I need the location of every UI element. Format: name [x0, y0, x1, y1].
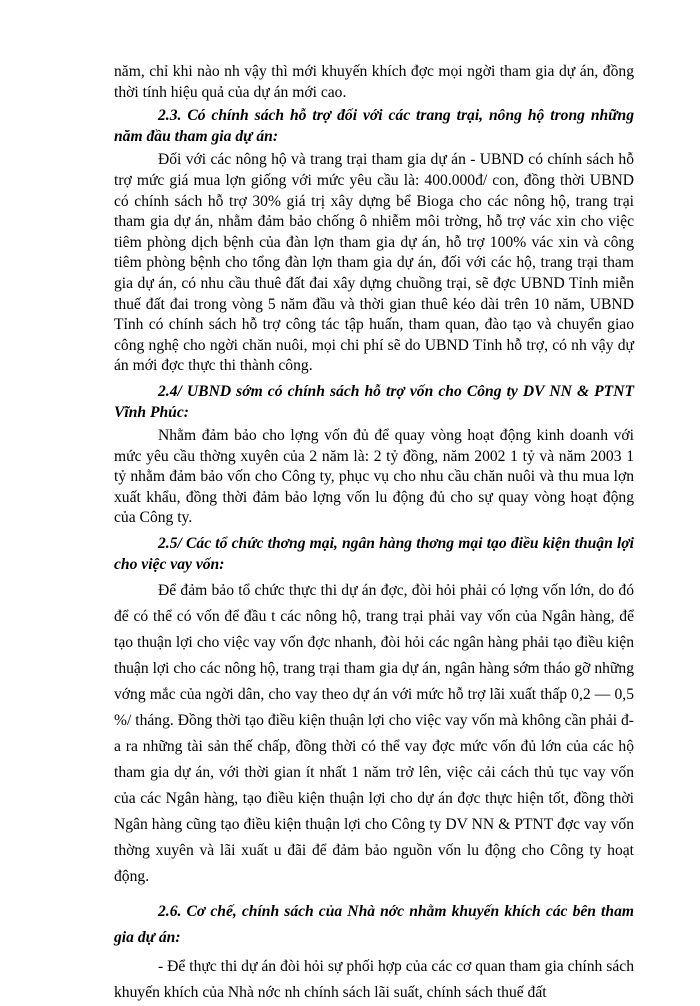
- section-2-4-paragraph: Nhằm đảm bảo cho lợng vốn đủ để quay vòng hoạt động kinh doanh với mức yêu cầu thờng xuyên của 2 năm là: 2 tỷ đồng, năm 2002 1 tỷ và năm 2003 1 tỷ nhằm đảm bảo vốn cho Công ty, phục vụ cho nhu cầu chăn nuôi và thu mua lợn xuất khẩu, đồng thời đảm bảo lợng vốn lu động đủ cho sự quay vòng hoạt động của Công ty.: [114, 427, 634, 527]
- document-page: [114, 62, 634, 1006]
- section-2-6-heading: 2.6. Cơ chế, chính sách của Nhà nớc nhằm khuyến khích các bên tham gia dự án:: [114, 903, 634, 947]
- section-2-3-heading: 2.3. Có chính sách hỗ trợ đối với các trang trại, nông hộ trong những năm đầu tham gia dự án:: [114, 107, 634, 145]
- section-2-4-heading: 2.4/ UBND sớm có chính sách hỗ trợ vốn cho Công ty DV NN & PTNT Vĩnh Phúc:: [114, 382, 634, 421]
- section-2-5-paragraph: Để đảm bảo tổ chức thực thi dự án đợc, đòi hỏi phải có lợng vốn lớn, do đó để có thể có vốn để đầu t các nông hộ, trang trại phải vay vốn của Ngân hàng, để tạo thuận lợi cho việc vay vốn đợc nhanh, đòi hỏi các ngân hàng phải tạo điều kiện thuận lợi cho các nông hộ, trang trại tham gia dự án, ngân hàng sớm tháo gỡ những vớng mắc của ngời dân, cho vay theo dự án với mức hỗ trợ lãi xuất thấp 0,2 — 0,5 %/ tháng. Đồng thời tạo điều kiện thuận lợi cho việc vay vốn mà không cần phải đa ra những tài sản thế chấp, đồng thời có thể vay đợc mức vốn đủ lớn của các hộ tham gia dự án, với thời gian ít nhất 1 năm trở lên, việc cải cách thủ tục vay vốn của các Ngân hàng, tạo điều kiện thuận lợi cho dự án đợc thực hiện tốt, đồng thời Ngân hàng cũng tạo điều kiện thuận lợi cho Công ty DV NN & PTNT đợc vay vốn thờng xuyên và lãi xuất u đãi để đảm bảo nguồn vốn lu động cho Công ty hoạt động.: [114, 582, 634, 886]
- intro-paragraph: năm, chỉ khi nào nh vậy thì mới khuyến khích đợc mọi ngời tham gia dự án, đồng thời tính hiệu quả của dự án mới cao.: [114, 63, 634, 101]
- section-2-3-paragraph: Đối với các nông hộ và trang trại tham gia dự án - UBND có chính sách hỗ trợ mức giá mua lợn giống với mức yêu cầu là: 400.000đ/ con, đồng thời UBND có chính sách hỗ trợ 30% giá trị xây dựng bể Bioga cho các nông hộ, trang trại tham gia dự án, nhằm đảm bảo chống ô nhiễm môi trờng, hỗ trợ vác xin cho việc tiêm phòng dịch bệnh của đàn lợn tham gia dự án, hỗ trợ 100% vác xin và công tiêm phòng bệnh cho tổng đàn lợn tham gia dự án, đối với các hộ, trang trại tham gia dự án, có nhu cầu thuê đất đai xây dựng chuồng trại, sẽ đợc UBND Tỉnh miễn thuế đất đai trong vòng 5 năm đầu và thời gian thuê kéo dài trên 10 năm, UBND Tỉnh có chính sách hỗ trợ công tác tập huấn, tham quan, đào tạo và chuyển giao công nghệ cho ngời chăn nuôi, mọi chi phí sẽ do UBND Tỉnh hỗ trợ, có nh vậy dự án mới đợc thực thi thành công.: [114, 151, 634, 375]
- section-2-5-heading: 2.5/ Các tổ chức thơng mại, ngân hàng thơng mại tạo điều kiện thuận lợi cho việc vay vốn:: [114, 535, 634, 573]
- section-2-6-paragraph: - Để thực thi dự án đòi hỏi sự phối hợp của các cơ quan tham gia chính sách khuyến khích của Nhà nớc nh chính sách lãi suất, chính sách thuế đất: [114, 958, 634, 1002]
